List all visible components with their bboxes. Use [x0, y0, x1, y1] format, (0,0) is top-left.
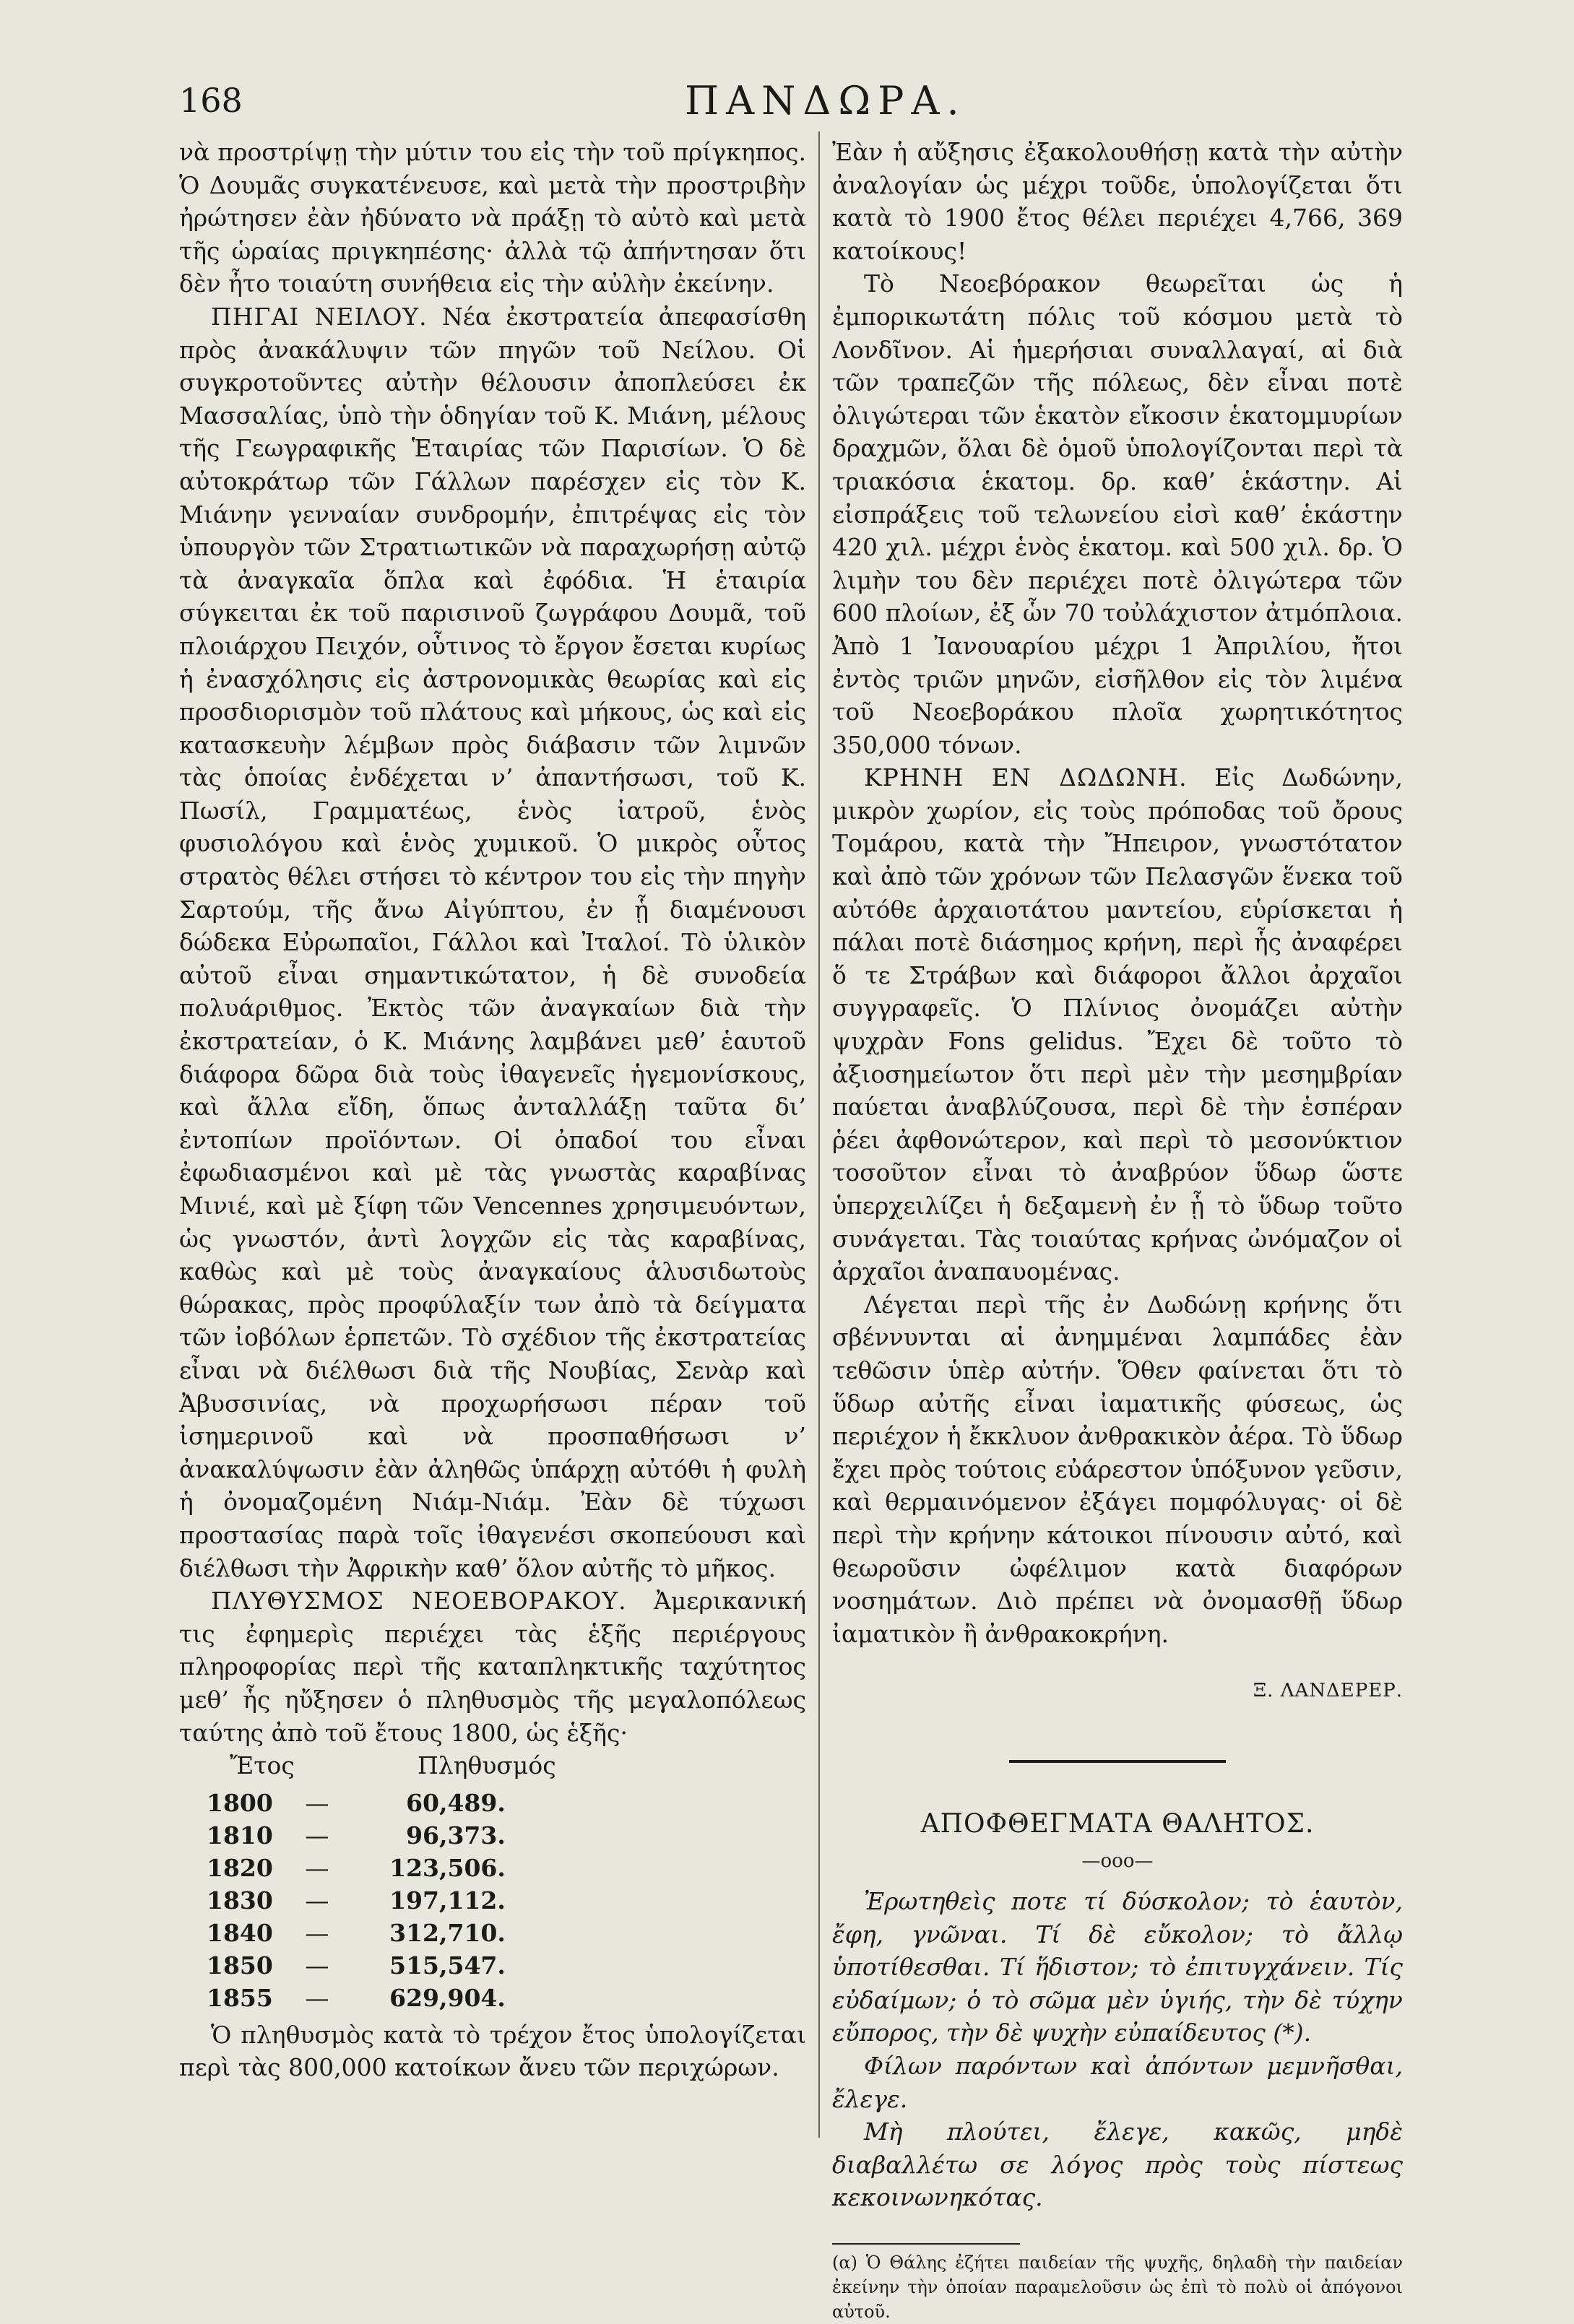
population-value: 312,710.	[389, 1918, 506, 1947]
heading-krini: ΚΡΗΝΗ ΕΝ ΔΩΔΩΝΗ.	[864, 763, 1188, 792]
column-divider	[818, 131, 820, 2138]
table-row	[201, 1949, 511, 1982]
population-dash: —	[305, 1886, 329, 1915]
running-title: ΠΑΝΔΩΡΑ.	[685, 78, 967, 123]
population-year: 1800	[207, 1788, 273, 1817]
section-title: ΑΠΟΦΘΕΓΜΑΤΑ ΘΑΛΗΤΟΣ.	[920, 1808, 1315, 1839]
population-value: 515,547.	[389, 1951, 506, 1980]
table-row	[201, 1852, 511, 1884]
article-neilou	[179, 300, 806, 1584]
population-dash: —	[305, 1821, 329, 1850]
quote-2: Φίλων παρόντων καὶ ἀπόντων μεμνῆσθαι, ἔλεγε.	[832, 2052, 1403, 2113]
left-paragraph-1: νὰ προστρίψῃ τὴν μύτιν του εἰς τὴν τοῦ πρίγκηπος. Ὁ Δουμᾶς συγκατένευσε, καὶ μετὰ τὴν προστριβὴν ἠρώτησεν ἐὰν ἠδύνατο νὰ πράξῃ τὸ αὐτὸ καὶ μετὰ τῆς ὡραίας πριγκηπέσης· ἀλλὰ τῷ ἀπήντησαν ὅτι δὲν ἦτο τοιαύτη συνήθεια εἰς τὴν αὐλὴν ἐκείνην.	[179, 138, 806, 298]
ornament: —ooo—	[1081, 1850, 1154, 1872]
page-number: 168	[179, 81, 243, 120]
left-paragraph-4: Ὁ πληθυσμὸς κατὰ τὸ τρέχον ἔτος ὑπολογίζεται περὶ τὰς 800,000 κατοίκων ἄνευ τῶν περιχώρων.	[179, 2020, 806, 2082]
footnote-rule	[832, 2243, 1020, 2245]
right-paragraph-1: Ἐὰν ἡ αὔξησις ἐξακολουθήσῃ κατὰ τὴν αὐτὴν ἀναλογίαν ὡς μέχρι τοῦδε, ὑπολογίζεται ὅτι κατὰ τὸ 1900 ἔτος θέλει περιέχει 4,766, 369 κατοίκους!	[832, 138, 1403, 265]
article-krini	[832, 761, 1403, 1288]
author-signature: Ξ. ΛΑΝΔΕΡΕΡ.	[1253, 1680, 1403, 1702]
population-year: 1855	[207, 1983, 273, 2012]
population-dash: —	[305, 1983, 329, 2012]
population-value: 629,904.	[389, 1983, 506, 2012]
population-dash: —	[305, 1853, 329, 1882]
section-rule	[1009, 1760, 1226, 1763]
population-table	[201, 1787, 511, 2014]
quote-1: Ἐρωτηθεὶς ποτε τί δύσκολον; τὸ ἑαυτὸν, ἔφη, γνῶναι. Τί δὲ εὔκολον; τὸ ἄλλῳ ὑποτίθεσθαι. Τί ἥδιστον; τὸ ἐπιτυγχάνειν. Τίς εὐδαίμων; ὁ τὸ σῶμα μὲν ὑγιής, τὴν δὲ τύχην εὔπορος, τὴν δὲ ψυχὴν εὐπαίδευτος (*).	[832, 1887, 1403, 2047]
table-row	[201, 1982, 511, 2014]
heading-neilou: ΠΗΓΑΙ ΝΕΙΛΟΥ.	[211, 302, 428, 331]
quotes-block	[832, 1885, 1403, 2214]
heading-plythysmos: ΠΛΥΘΥΣΜΟΣ ΝΕΟΕΒΟΡΑΚΟΥ.	[211, 1587, 627, 1616]
population-year: 1850	[207, 1951, 273, 1980]
right-paragraph-2: Τὸ Νεοεβόρακον θεωρεῖται ὡς ἡ ἐμπορικωτάτη πόλις τοῦ κόσμου μετὰ τὸ Λονδῖνον. Αἱ ἡμερήσιαι συναλλαγαί, αἱ διὰ τῶν τραπεζῶν τῆς πόλεως, δὲν εἶναι ποτὲ ὀλιγώτεραι τῶν ἑκατὸν εἴκοσιν ἑκατομμυρίων δραχμῶν, ὅλαι δὲ ὁμοῦ ὑπολογίζονται περὶ τὰ τριακόσια ἑκατομ. δρ. καθ’ ἑκάστην. Αἱ εἰσπράξεις τοῦ τελωνείου εἰσὶ καθ’ ἑκάστην 420 χιλ. μέχρι ἑνὸς ἑκατομ. καὶ 500 χιλ. δρ. Ὁ λιμὴν του δὲν περιέχει ποτὲ ὀλιγώτερα τῶν 600 πλοίων, ἐξ ὧν 70 τοὐλάχιστον ἀτμόπλοια. Ἀπὸ 1 Ἰανουαρίου μέχρι 1 Ἀπριλίου, ἤτοι ἐντὸς τριῶν μηνῶν, εἰσῆλθον εἰς τὸν λιμένα τοῦ Νεοεβοράκου πλοῖα χωρητικότητος 350,000 τόνων.	[832, 269, 1403, 759]
population-table-header	[230, 1749, 806, 1782]
population-dash: —	[305, 1951, 329, 1980]
left-column	[179, 136, 806, 2084]
population-dash: —	[305, 1788, 329, 1817]
page-header	[179, 71, 1407, 129]
right-paragraph-3: Εἰς Δωδώνην, μικρὸν χωρίον, εἰς τοὺς πρόποδας τοῦ ὄρους Τομάρου, κατὰ τὴν Ἤπειρον, γνωστότατον καὶ ἀπὸ τῶν χρόνων τῶν Πελασγῶν ἕνεκα τοῦ αὐτόθε ἀρχαιοτάτου μαντείου, εὑρίσκεται ἡ πάλαι ποτὲ διάσημος κρήνη, περὶ ἧς ἀναφέρει ὅ τε Στράβων καὶ διάφοροι ἄλλοι ἀρχαῖοι συγγραφεῖς. Ὁ Πλίνιος ὀνομάζει αὐτὴν ψυχρὰν Fons gelidus. Ἔχει δὲ τοῦτο τὸ ἀξιοσημείωτον ὅτι περὶ μὲν τὴν μεσημβρίαν παύεται ἀναβλύζουσα, περὶ δὲ τὴν ἑσπέραν ῥέει ἀφθονώτερον, καὶ περὶ τὸ μεσονύκτιον τοσοῦτον εἶναι τὸ ἀναβρύον ὕδωρ ὥστε ὑπερχειλίζει ἡ δεξαμενὴ ἐν ᾗ τὸ ὕδωρ τοῦτο συνάγεται. Τὰς τοιαύτας κρήνας ὠνόμαζον οἱ ἀρχαῖοι ἀναπαυομένας.	[832, 763, 1403, 1286]
population-value: 60,489.	[406, 1788, 506, 1817]
population-value: 96,373.	[406, 1821, 506, 1850]
population-year: 1840	[207, 1918, 273, 1947]
table-row	[201, 1819, 511, 1852]
right-paragraph-4: Λέγεται περὶ τῆς ἐν Δωδώνῃ κρήνης ὅτι σβέννυνται αἱ ἀνημμέναι λαμπάδες ἐὰν τεθῶσιν ὑπὲρ αὐτήν. Ὅθεν φαίνεται ὅτι τὸ ὕδωρ αὐτῆς εἶναι ἰαματικῆς φύσεως, ὡς περιέχον ἡ ἔκκλυον ἀνθρακικὸν ἀέρα. Τὸ ὕδωρ ἔχει πρὸς τούτοις εὐάρεστον ὑπόξυνον γεῦσιν, καὶ θερμαινόμενον ἐξάγει πομφόλυγας· οἱ δὲ περὶ τὴν κρήνην κάτοικοι πίνουσιν αὐτό, καὶ θεωροῦσιν ὠφέλιμον κατὰ διαφόρων νοσημάτων. Διὸ πρέπει νὰ ὀνομασθῇ ὕδωρ ἰαματικὸν ἢ ἀνθρακοκρήνη.	[832, 1290, 1403, 1648]
population-dash: —	[305, 1918, 329, 1947]
quote-3: Μὴ πλούτει, ἔλεγε, κακῶς, μηδὲ διαβαλλέτω σε λόγος πρὸς τοὺς πίστεως κεκοινωνηκότας.	[832, 2117, 1403, 2212]
population-value: 197,112.	[389, 1886, 506, 1915]
table-row	[201, 1884, 511, 1917]
left-paragraph-3: Ἀμερικανική τις ἐφημερὶς περιέχει τὰς ἑξῆς περιέργους πληροφορίας περὶ τῆς καταπληκτικῆς ταχύτητος μεθ’ ἧς ηὔξησεν ὁ πληθυσμὸς τῆς μεγαλοπόλεως ταύτης ἀπὸ τοῦ ἔτους 1800, ὡς ἑξῆς·	[179, 1587, 806, 1747]
table-header-year: Ἔτος	[230, 1751, 295, 1780]
article-plythysmos	[179, 1584, 806, 1749]
table-row	[201, 1917, 511, 1949]
footnote: (α) Ὁ Θάλης ἐζήτει παιδείαν τῆς ψυχῆς, δηλαδὴ τὴν παιδείαν ἐκείνην τὴν ὁποίαν παραμελοῦσιν ὡς ἐπὶ τὸ πολὺ οἱ ἀπόγονοι αὐτοῦ.	[832, 2253, 1403, 2323]
population-year: 1830	[207, 1886, 273, 1915]
population-value: 123,506.	[389, 1853, 506, 1882]
population-year: 1810	[207, 1821, 273, 1850]
right-column	[832, 136, 1403, 2324]
left-paragraph-2: Νέα ἐκστρατεία ἀπεφασίσθη πρὸς ἀνακάλυψιν τῶν πηγῶν τοῦ Νείλου. Οἱ συγκροτοῦντες αὐτὴν θέλουσιν ἀποπλεύσει ἐκ Μασσαλίας, ὑπὸ τὴν ὁδηγίαν τοῦ Κ. Μιάνη, μέλους τῆς Γεωγραφικῆς Ἑταιρίας τῶν Παρισίων. Ὁ δὲ αὐτοκράτωρ τῶν Γάλλων παρέσχεν εἰς τὸν Κ. Μιάνην γενναίαν συνδρομήν, ἐπιτρέψας εἰς τὸν ὑπουργὸν τῶν Στρατιωτικῶν νὰ παραχωρήσῃ αὐτῷ τὰ ἀναγκαῖα ὅπλα καὶ ἐφόδια. Ἡ ἑταιρία σύγκειται ἐκ τοῦ παρισινοῦ ζωγράφου Δουμᾶ, τοῦ πλοιάρχου Πειχόν, οὗτινος τὸ ἔργον ἔσεται κυρίως ἡ ἐνασχόλησις εἰς ἀστρονομικὰς θεωρίας καὶ εἰς προσδιορισμὸν τοῦ πλάτους καὶ μήκους, ὡς καὶ εἰς κατασκευὴν λέμβων πρὸς διάβασιν τῶν λιμνῶν τὰς ὁποίας ἐνδέχεται ν’ ἀπαντήσωσι, τοῦ Κ. Πωσίλ, Γραμματέως, ἑνὸς ἰατροῦ, ἑνὸς φυσιολόγου καὶ ἑνὸς χυμικοῦ. Ὁ μικρὸς οὗτος στρατὸς θέλει στήσει τὸ κέντρον του εἰς τὴν πηγὴν Σαρτούμ, τῆς ἄνω Αἰγύπτου, ἐν ᾗ διαμένουσι δώδεκα Εὐρωπαῖοι, Γάλλοι καὶ Ἰταλοί. Τὸ ὑλικὸν αὐτοῦ εἶναι σημαντικώτατον, ἡ δὲ συνοδεία πολυάριθμος. Ἐκτὸς τῶν ἀναγκαίων διὰ τὴν ἐκστρατείαν, ὁ Κ. Μιάνης λαμβάνει μεθ’ ἑαυτοῦ διάφορα δῶρα διὰ τοὺς ἰθαγενεῖς ἡγεμονίσκους, καὶ ἄλλα εἴδη, ὅπως ἀνταλλάξῃ ταῦτα δι’ ἐντοπίων προϊόντων. Οἱ ὀπαδοί του εἶναι ἐφωδιασμένοι καὶ μὲ τὰς γνωστὰς καραβίνας Μινιέ, καὶ μὲ ξίφη τῶν Vencennes χρησιμευόντων, ὡς γνωστόν, ἀντὶ λογχῶν εἰς τὰς καραβίνας, καθὼς καὶ μὲ τοὺς ἀναγκαίους ἁλυσιδωτοὺς θώρακας, πρὸς προφύλαξίν των ἀπὸ τὰ δείγματα τῶν ἰοβόλων ἑρπετῶν. Τὸ σχέδιον τῆς ἐκστρατείας εἶναι νὰ διέλθωσι διὰ τῆς Νουβίας, Σενὰρ καὶ Ἀβυσσινίας, νὰ προχωρήσωσι πέραν τοῦ ἰσημερινοῦ καὶ νὰ προσπαθήσωσι ν’ ἀνακαλύψωσιν ἐὰν ἀληθῶς ὑπάρχῃ αὐτόθι ἡ φυλὴ ἡ ὀνομαζομένη Νιάμ-Νιάμ. Ἐὰν δὲ τύχωσι προστασίας παρὰ τοῖς ἰθαγενέσι σκοπεύουσι καὶ διέλθωσι τὴν Ἀφρικὴν καθ’ ὅλον αὐτῆς τὸ μῆκος.	[179, 302, 806, 1582]
table-header-population: Πληθυσμός	[418, 1751, 556, 1780]
population-year: 1820	[207, 1853, 273, 1882]
table-row	[201, 1787, 511, 1819]
